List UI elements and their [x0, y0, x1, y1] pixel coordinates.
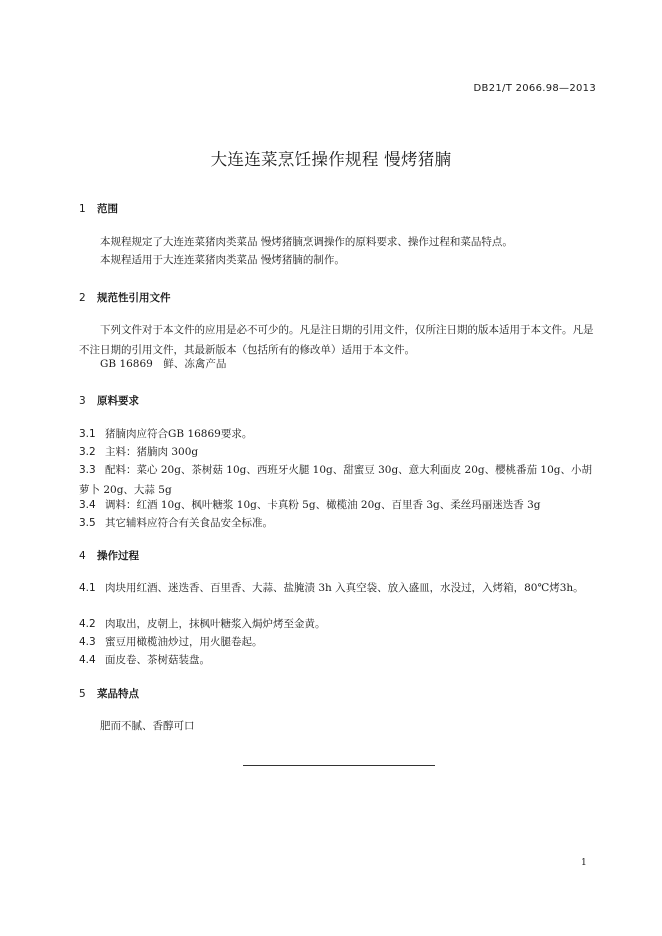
- section-heading-normative-references: [79, 290, 171, 305]
- end-rule: [243, 765, 435, 766]
- list-item: [79, 495, 599, 515]
- section-title: 菜品特点: [97, 688, 139, 700]
- list-item: [79, 513, 599, 533]
- item-number: 4.3: [79, 636, 96, 648]
- section-number: 3: [79, 395, 86, 407]
- list-item: [79, 614, 599, 634]
- list-item: [79, 650, 599, 670]
- section-title: 范围: [97, 203, 118, 215]
- characteristics-paragraph: 肥而不腻、香醇可口: [100, 720, 195, 732]
- section-title: 规范性引用文件: [97, 292, 171, 304]
- scope-paragraph-2: 本规程适用于大连连菜猪肉类菜品 慢烤猪腩的制作。: [100, 254, 345, 266]
- section-heading-scope: [79, 201, 118, 216]
- list-item: [79, 442, 599, 462]
- page-number: 1: [581, 858, 587, 868]
- item-number: 3.3: [79, 464, 96, 476]
- section-number: 4: [79, 550, 86, 562]
- item-number: 4.2: [79, 618, 96, 630]
- section-number: 5: [79, 688, 86, 700]
- section-heading-characteristics: [79, 686, 139, 701]
- item-number: 3.2: [79, 446, 96, 458]
- section-title: 原料要求: [97, 395, 139, 407]
- item-number: 4.1: [79, 582, 96, 594]
- item-number: 3.1: [79, 428, 96, 440]
- item-text: 肉块用红酒、迷迭香、百里香、大蒜、盐腌渍 3h 入真空袋、放入盛皿，水没过，入烤箱，80℃烤3h。: [105, 582, 584, 594]
- section-number: 2: [79, 292, 86, 304]
- list-item: [79, 578, 599, 598]
- item-text: 配料：菜心 20g、茶树菇 10g、西班牙火腿 10g、甜蜜豆 30g、意大利面皮 20g、樱桃番茄 10g、小胡萝卜 20g、大蒜 5g: [79, 464, 593, 496]
- list-item: [79, 632, 599, 652]
- section-heading-materials: [79, 393, 139, 408]
- references-paragraph: 下列文件对于本文件的应用是必不可少的。凡是注日期的引用文件，仅所注日期的版本适用于本文件。凡是不注日期的引用文件，其最新版本（包括所有的修改单）适用于本文件。: [79, 324, 594, 356]
- page-title: 大连连菜烹饪操作规程 慢烤猪腩: [210, 150, 452, 169]
- item-number: 4.4: [79, 654, 96, 666]
- item-text: 猪腩肉应符合GB 16869要求。: [105, 428, 253, 440]
- item-text: 调料：红酒 10g、枫叶糖浆 10g、卡真粉 5g、橄榄油 20g、百里香 3g、柔丝玛丽迷迭香 3g: [105, 499, 541, 511]
- item-text: 其它辅料应符合有关食品安全标准。: [105, 517, 273, 529]
- scope-paragraph-1: 本规程规定了大连连菜猪肉类菜品 慢烤猪腩烹调操作的原料要求、操作过程和菜品特点。: [100, 236, 513, 248]
- list-item: [79, 424, 599, 444]
- item-text: 主料：猪腩肉 300g: [105, 446, 199, 458]
- section-title: 操作过程: [97, 550, 139, 562]
- document-code: DB21/T 2066.98—2013: [473, 83, 596, 94]
- item-number: 3.4: [79, 499, 96, 511]
- item-number: 3.5: [79, 517, 96, 529]
- list-item: [79, 460, 599, 500]
- item-text: 蜜豆用橄榄油炒过，用火腿卷起。: [105, 636, 263, 648]
- reference-gb16869: GB 16869 鲜、冻禽产品: [100, 358, 227, 370]
- item-text: 面皮卷、茶树菇装盘。: [105, 654, 210, 666]
- section-heading-process: [79, 548, 139, 563]
- section-number: 1: [79, 203, 86, 215]
- item-text: 肉取出，皮朝上，抹枫叶糖浆入焗炉烤至金黄。: [105, 618, 326, 630]
